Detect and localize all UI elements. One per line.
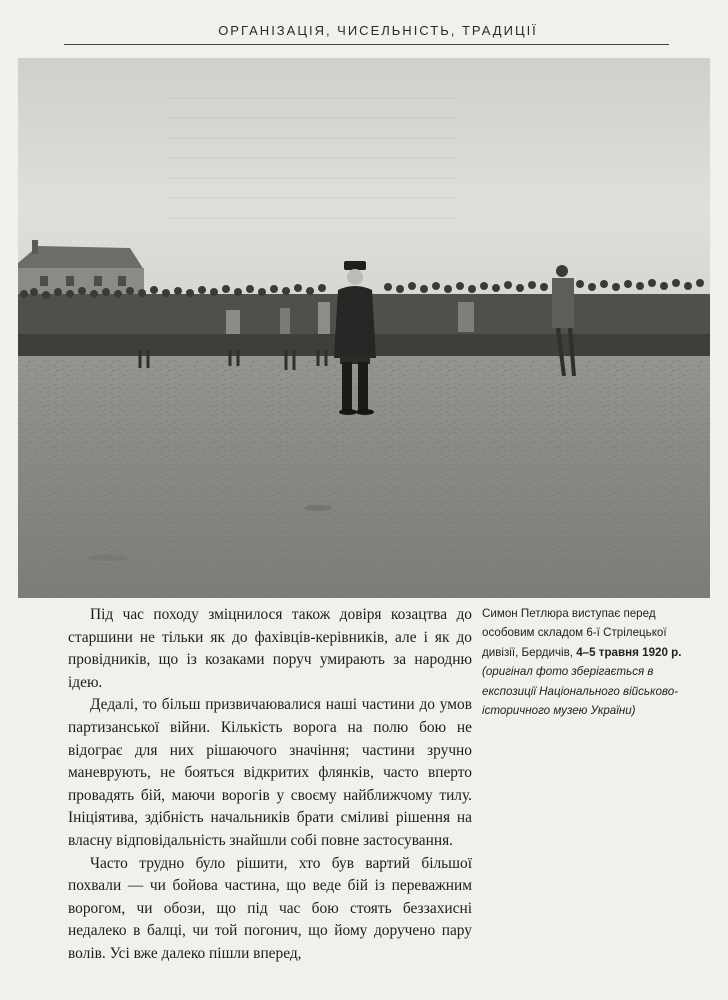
caption-date: 4–5 травня 1920 р. bbox=[576, 645, 682, 659]
header-rule bbox=[64, 44, 669, 45]
paragraph: Під час походу зміцнилося також довіря козацтва до старшини не тільки як до фахівців-керівників, але і як до провідників, що із козаками поруч умирають за народню ідею. bbox=[68, 606, 472, 691]
caption-note: (оригінал фото зберігається в експозиції Національного військово-історичного музею України) bbox=[482, 665, 679, 718]
paragraph: Дедалі, то більш призвичаювалися наші частини до умов партизанської війни. Кількість ворога на полю бою не відограє для них рішаючого значіння; частини зручно маневрують, не бояться відкритих флянків, часто вперто провадять бій, маючи ворогів у своєму найближчому тилу. Ініціятива, здібність начальників брати сміливі рішення на власну відповідальність знайшли собі повне застосування. bbox=[68, 696, 472, 849]
paragraph: Часто трудно було рішити, хто був вартий більшої похвали — чи бойова частина, що веде бій із переважним ворогом, чи обози, що під час бою стоять беззахисні недалеко в балці, чи той погонич, що йому доручено пару волів. Усі вже далеко пішли вперед, bbox=[68, 854, 472, 962]
caption-main: Симон Петлюра виступає перед особовим складом 6-ї Стрілецької дивізії, Бердичів, bbox=[482, 607, 667, 659]
body-text bbox=[68, 604, 472, 966]
page-header bbox=[0, 22, 728, 40]
historical-parade-photo bbox=[18, 58, 710, 598]
running-title: ОРГАНІЗАЦІЯ, ЧИСЕЛЬНІСТЬ, ТРАДИЦІЇ bbox=[218, 23, 538, 38]
ground-spot bbox=[304, 505, 332, 511]
photo-caption bbox=[482, 604, 688, 720]
photo-drawing bbox=[18, 58, 710, 598]
ground-spot bbox=[88, 555, 128, 561]
